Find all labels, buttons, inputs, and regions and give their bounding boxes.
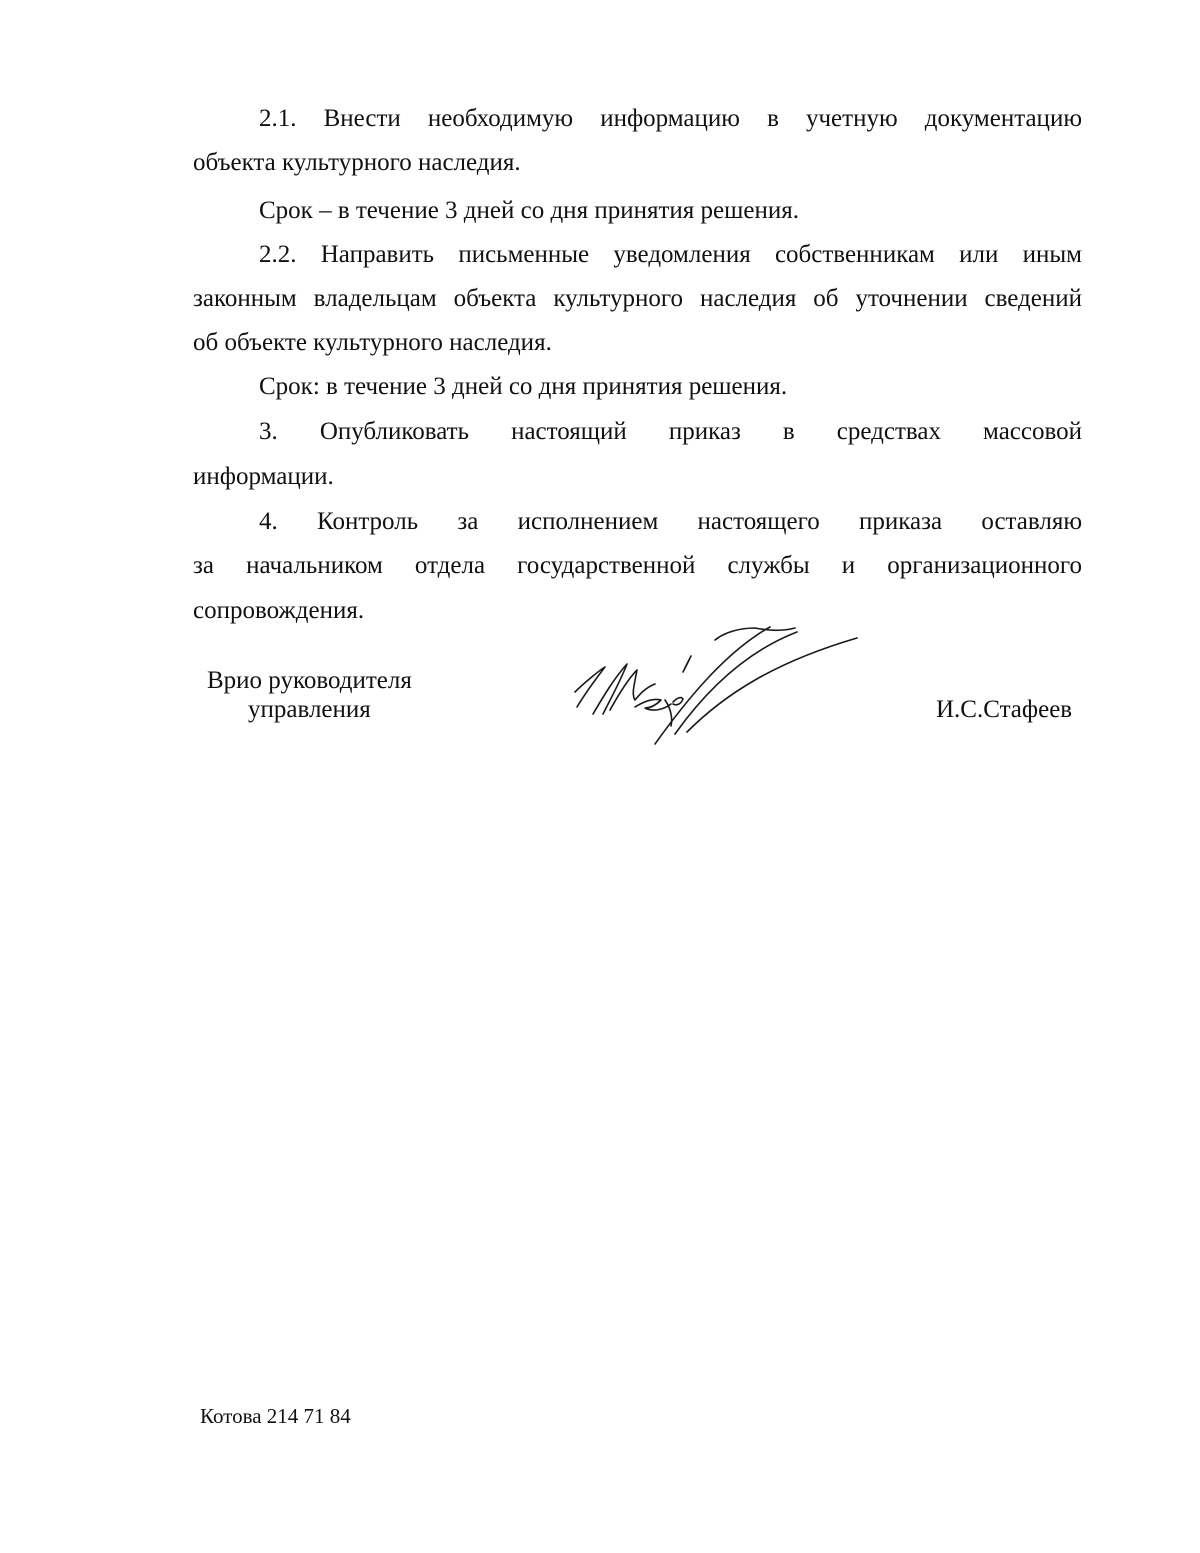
executor-contact: Котова 214 71 84 <box>200 1404 351 1428</box>
signatory-name: И.С.Стафеев <box>936 696 1073 723</box>
signatory-position-line-1: Врио руководителя <box>207 667 412 694</box>
item-4-line-1: 4. Контроль за исполнением настоящего приказа оставляю <box>259 508 1082 535</box>
item-3-line-2: информации. <box>193 463 334 490</box>
signatory-position-line-2: управления <box>248 696 371 723</box>
item-3-line-1: 3. Опубликовать настоящий приказ в средствах массовой <box>259 418 1082 445</box>
handwritten-signature <box>565 622 865 752</box>
deadline-1: Срок – в течение 3 дней со дня принятия решения. <box>259 197 799 224</box>
item-2-1-line-1: 2.1. Внести необходимую информацию в учетную документацию <box>259 105 1082 132</box>
item-2-2-line-3: об объекте культурного наследия. <box>193 329 552 356</box>
item-4-line-2: за начальником отдела государственной службы и организационного <box>193 552 1082 579</box>
item-2-2-line-2: законным владельцам объекта культурного наследия об уточнении сведений <box>193 285 1082 312</box>
item-4-line-3: сопровождения. <box>193 597 365 624</box>
item-2-1-line-2: объекта культурного наследия. <box>193 149 521 176</box>
deadline-2: Срок: в течение 3 дней со дня принятия решения. <box>259 373 788 400</box>
item-2-2-line-1: 2.2. Направить письменные уведомления собственникам или иным <box>259 241 1082 268</box>
